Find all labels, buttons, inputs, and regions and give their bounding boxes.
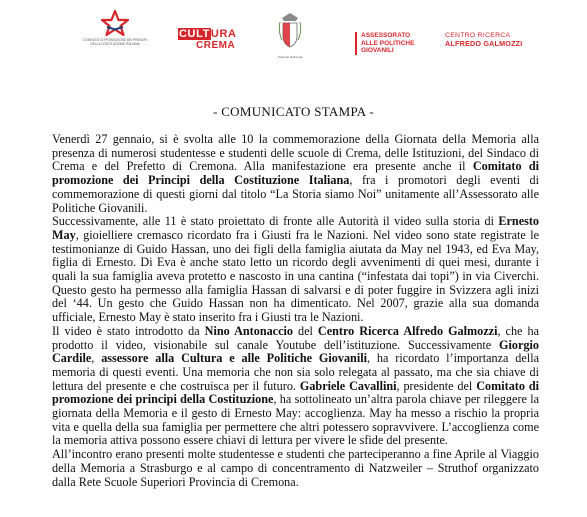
bold-run: Nino Antonaccio [204,323,293,338]
text-run: , [91,351,102,366]
text-run: , ha ricordato l’importanza della memoria di questi eventi. Una memoria che non sia solo relegata al passato, ma che sia chiave di lettura del presente e che costruisca per il futuro. [52,351,539,393]
bold-run: Gabriele Cavallini [299,378,397,393]
text-run: , fra i promotori degli eventi di commemorazione di questi giorni dal titolo “La Storia siamo Noi” unitamente all’Assessorato alle Politiche Giovanili. [52,173,539,215]
centro-line1: CENTRO RICERCA [445,32,511,39]
assessorato-logo [355,32,414,55]
bold-run: Comitato di promozione dei Principi della Costituzione Italiana [52,159,540,188]
bold-run: Giorgio Cardile [52,337,539,366]
cultura-word-a: CULT [179,28,210,40]
body-paragraph [52,448,539,489]
cultura-city: CREMA [196,40,236,51]
crest-icon [278,12,302,50]
bold-run: Centro Ricerca Alfredo Galmozzi [317,323,498,338]
text-run: All’incontro erano presenti molte studentesse e studenti che parteciperanno a fine Aprile al Viaggio della Memoria a Strasburgo e al campo di concentramento di Natzweiler – Struthof organizzato dalla Rete Scuole Superiori Provincia di Cremona. [52,447,539,489]
bold-run: Comitato di promozione dei principi della Costituzione [52,378,540,407]
assessorato-line: GIOVANILI [361,47,394,54]
comitato-logo [80,8,170,46]
body-paragraph [52,215,539,325]
body-paragraph [52,133,539,215]
body-paragraph [52,325,539,448]
assessorato-line: ALLE POLITICHE [361,39,415,47]
text-run: del [292,323,318,338]
text-run: , ha sottolineato un’altra parola chiave per rileggere la giornata della Memoria e il gesto di Ernesto May: accoglienza. May ha messo a rischio la propria vita e quella della sua famiglia per permettere che altri potessero sopravvivere. L’accoglienza come la memoria attiva possono essere chiavi di lettura per vivere le sfide del presente. [52,392,539,448]
crest-caption: Comune di Crema [277,55,303,59]
text-run: , presidente del [396,378,477,393]
comitato-caption: COMITATO DI PROMOZIONE DEI PRINCIPI DELLA COSTITUZIONE ITALIANA [83,38,147,46]
star-icon [98,8,132,38]
logo-bar [0,8,587,68]
cultura-crema-logo [178,28,237,51]
bold-run: assessore alla Cultura e alle Politiche Giovanili [101,351,367,366]
text-run: , che ha prodotto il video, visionabile sul canale Youtube dell’istituzione. Successivamente [52,323,539,352]
comune-crest [276,12,304,59]
press-release-body [52,133,539,489]
text-run: Il video è stato introdotto da [52,323,205,338]
assessorato-line: ASSESSORATO [361,32,411,39]
press-release-heading: - COMUNICATO STAMPA - [213,104,374,119]
bold-run: Ernesto May [52,214,539,242]
text-run: , gioielliere cremasco ricordato fra i Giusti fra le Nazioni. Nel video sono state registrate le testimonianze di Guido Hassan, uno dei figli della famiglia aiutata da May nel 1943, ed Eva May, figlia di Ernesto. Di Eva è anche stato letto un ricordo degli avvenimenti di quei mesi, durante i quali la sua famiglia aveva protetto e nascosto in una cantina (“infestata dai topi”) in via Civerchi. Questo gesto ha permesso alla famiglia Hassan di salvarsi e di poter fuggire in Svizzera agli inizi del ‘44. Un gesto che Guido Hassan non ha dimenticato. Nel 2007, grazie alla sua domanda ufficiale, Ernesto May è stato inserito fra i Giusti tra le Nazioni. [52,227,539,325]
text-run: Successivamente, alle 11 è stato proiettato di fronte alle Autorità il video sulla storia di [52,214,499,229]
centro-line2: ALFREDO GALMOZZI [445,39,523,48]
centro-ricerca-logo [445,32,522,48]
text-run: Venerdì 27 gennaio, si è svolta alle 10 la commemorazione della Giornata della Memoria alla presenza di numerosi studentesse e studenti delle scuole di Crema, delle Istituzioni, del Sindaco di Crema e del Prefetto di Cremona. Alla manifestazione era presente anche il [52,132,539,174]
cultura-word-b: URA [210,28,237,40]
